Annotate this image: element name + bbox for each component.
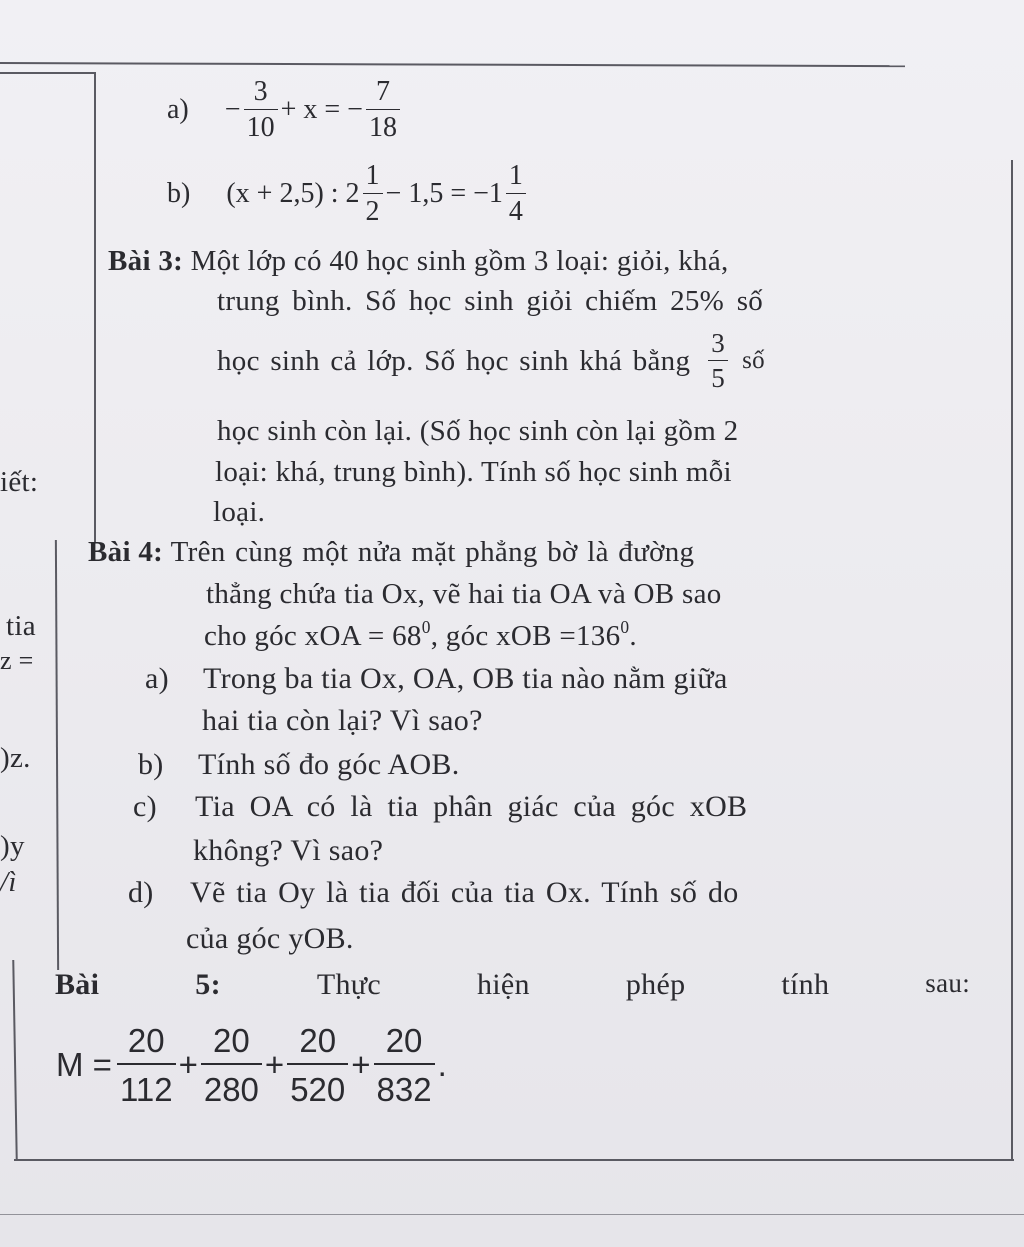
fraction-denominator: 520 <box>290 1071 346 1108</box>
margin-fragment: z = <box>0 646 34 675</box>
question-d <box>128 876 739 910</box>
period: . <box>437 1046 447 1083</box>
question-text: Trong ba tia Ox, OA, OB tia nào nằm giữa <box>203 662 728 695</box>
column-divider-bottom <box>12 960 17 1160</box>
exercise-text: cho góc xOA = 68 <box>204 620 422 652</box>
exercise-3-line-2: trung bình. Số học sinh giỏi chiếm 25% số <box>217 285 764 317</box>
exercise-text: phép <box>625 968 686 1001</box>
fraction-numerator: 1 <box>506 162 526 194</box>
exercise-4-line-3 <box>204 616 637 653</box>
exercise-text: hiện <box>477 968 530 1001</box>
question-text: Tia OA có là tia phân giác của góc xOB <box>195 790 748 823</box>
question-a-line-2: hai tia còn lại? Vì sao? <box>202 704 483 737</box>
fraction-numerator: 20 <box>287 1024 348 1065</box>
table-bottom-border <box>14 1159 1014 1161</box>
exercise-text: . <box>629 620 637 652</box>
fraction-numerator: 20 <box>374 1024 435 1065</box>
exercise-text: tính <box>781 968 830 1001</box>
exercise-3-line-5: loại: khá, trung bình). Tính số học sinh mỗi <box>215 456 732 488</box>
fraction-denominator: 2 <box>365 196 380 227</box>
fraction <box>117 1024 176 1106</box>
exercise-3-line-3 <box>217 330 765 392</box>
fraction-numerator: 1 <box>363 162 383 194</box>
exercise-text: , góc xOB =136 <box>430 620 621 652</box>
question-text: Tính số đo góc AOB. <box>198 748 460 781</box>
fraction-numerator: 7 <box>366 78 400 110</box>
exercise-label: 5: <box>195 968 221 1001</box>
exercise-4-line-2: thẳng chứa tia Ox, vẽ hai tia OA và OB sao <box>206 578 722 610</box>
fraction <box>374 1024 435 1106</box>
question-d-line-2: của góc yOB. <box>186 922 354 955</box>
exercise-text: sau: <box>925 968 970 998</box>
exercise-3-line-4: học sinh còn lại. (Số học sinh còn lại gồm 2 <box>217 415 739 447</box>
fraction-numerator: 20 <box>117 1024 176 1065</box>
item-label: a) <box>145 662 169 695</box>
fraction-denominator: 4 <box>508 196 523 227</box>
equation-b <box>167 162 529 226</box>
fraction-numerator: 3 <box>244 78 278 110</box>
item-label: d) <box>128 876 154 909</box>
degree-superscript: 0 <box>421 616 431 637</box>
margin-fragment: /ì <box>0 866 17 898</box>
exercise-3-line-6: loại. <box>213 496 266 528</box>
fraction <box>287 1024 348 1106</box>
question-c <box>133 790 747 824</box>
column-divider-lower <box>55 540 59 970</box>
margin-fragment: tia <box>6 610 36 642</box>
equation-text: + x = − <box>280 94 363 125</box>
fraction <box>708 330 728 392</box>
equation-text: (x + 2,5) : 2 <box>226 178 360 209</box>
fraction <box>506 162 526 226</box>
column-divider <box>94 72 96 542</box>
table-bottom-border-2 <box>0 1214 1024 1215</box>
exercise-text: học sinh cả lớp. Số học sinh khá bằng <box>217 344 691 377</box>
fraction <box>201 1024 262 1106</box>
item-label: c) <box>133 790 157 823</box>
table-top-border <box>0 62 905 67</box>
degree-superscript: 0 <box>620 616 630 637</box>
exercise-label: Bài 3: <box>108 245 184 277</box>
expression-label: M = <box>56 1046 112 1083</box>
exercise-5-heading <box>55 968 970 1002</box>
item-label: b) <box>138 748 164 781</box>
question-b <box>138 748 460 782</box>
fraction-denominator: 112 <box>119 1071 173 1108</box>
item-label: b) <box>167 178 191 209</box>
plus-sign: + <box>178 1046 198 1083</box>
table-inner-top-border <box>0 72 95 74</box>
fraction-denominator: 10 <box>246 112 275 143</box>
fraction <box>244 78 278 142</box>
plus-sign: + <box>351 1046 371 1083</box>
plus-sign: + <box>264 1046 285 1083</box>
margin-fragment: )y <box>0 830 25 862</box>
question-c-line-2: không? Vì sao? <box>193 834 384 867</box>
right-border <box>1011 160 1013 1160</box>
minus-sign: − <box>224 94 241 125</box>
fraction-numerator: 20 <box>201 1024 262 1065</box>
exercise-3-line-1 <box>108 245 729 278</box>
equation-text: − 1,5 = −1 <box>385 178 503 209</box>
equation-a <box>167 78 403 142</box>
exercise-text: Một lớp có 40 học sinh gồm 3 loại: giỏi, khá, <box>190 245 729 277</box>
expression-m <box>56 1024 447 1106</box>
fraction <box>363 162 383 226</box>
exercise-label: Bài <box>55 968 100 1001</box>
exercise-text: số <box>742 347 765 374</box>
exercise-4-line-1 <box>88 536 694 569</box>
fraction-denominator: 5 <box>711 363 726 393</box>
exercise-text: Thực <box>316 968 381 1001</box>
fraction-denominator: 18 <box>368 112 397 143</box>
item-label: a) <box>167 94 189 125</box>
fraction-numerator: 3 <box>708 330 728 361</box>
question-a <box>145 662 728 696</box>
margin-fragment: )z. <box>0 742 31 774</box>
fraction-denominator: 280 <box>203 1071 259 1108</box>
question-text: Vẽ tia Oy là tia đối của tia Ox. Tính số do <box>190 876 739 909</box>
exercise-label: Bài 4: <box>88 536 164 568</box>
fraction-denominator: 832 <box>376 1071 432 1108</box>
fraction <box>366 78 400 142</box>
exercise-text: Trên cùng một nửa mặt phẳng bờ là đường <box>170 536 695 568</box>
margin-fragment: iết: <box>0 466 39 498</box>
